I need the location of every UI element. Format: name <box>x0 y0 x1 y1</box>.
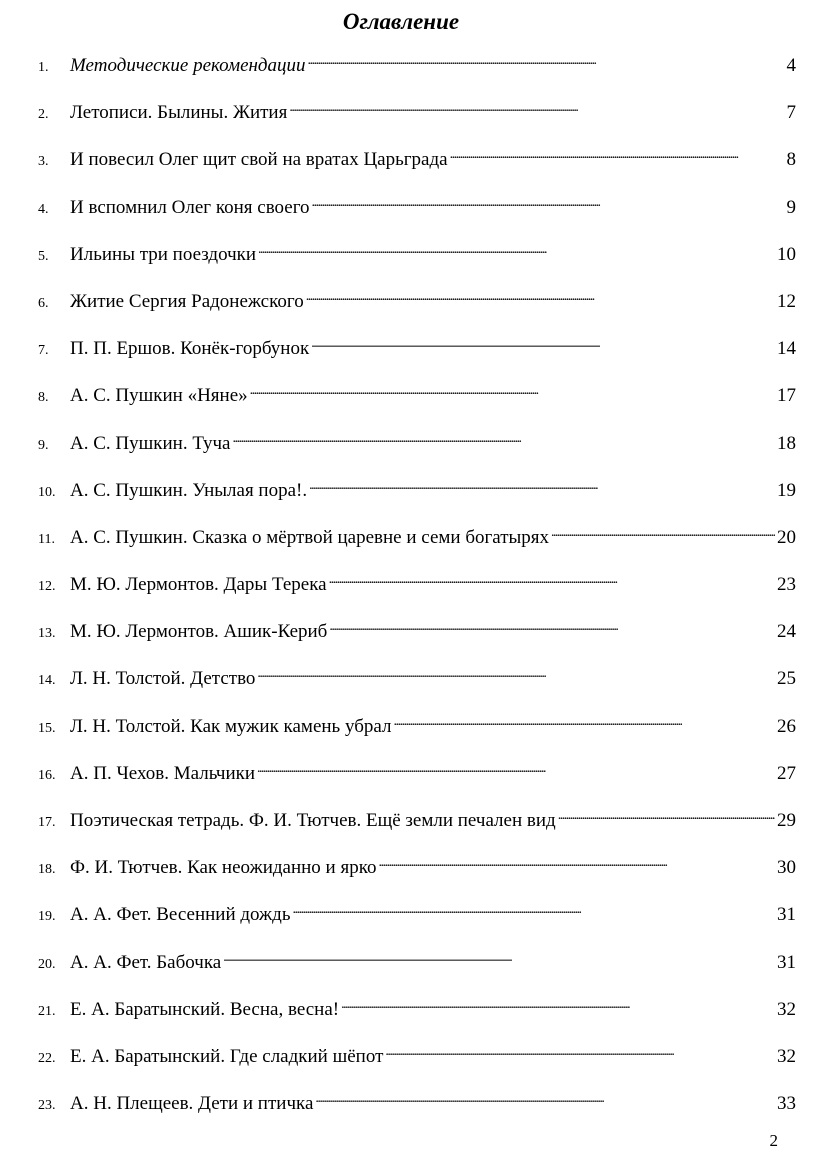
toc-entry-number: 13. <box>38 626 56 642</box>
toc-entry[interactable] <box>38 995 796 1042</box>
toc-entry-page: 30 <box>777 857 796 879</box>
toc-entry-page: 20 <box>777 526 796 548</box>
toc-entry-title: И вспомнил Олег коня своего <box>70 196 310 218</box>
toc-entry-number: 5. <box>38 248 49 264</box>
toc-entry-title: Ильины три поездочки <box>70 243 257 265</box>
toc-entry[interactable] <box>38 759 796 806</box>
toc-dot-leader <box>312 193 780 213</box>
toc-dot-leader <box>293 900 775 920</box>
toc-entry-title: Л. Н. Толстой. Детство <box>70 668 256 690</box>
toc-entry-title: Е. А. Баратынский. Весна, весна! <box>70 998 340 1020</box>
toc-entry-number: 8. <box>38 390 49 406</box>
toc-entry-number: 18. <box>38 862 56 878</box>
toc-dot-leader <box>315 1089 775 1109</box>
toc-dot-leader <box>257 759 775 779</box>
toc-dot-leader <box>311 334 775 354</box>
toc-entry-number: 12. <box>38 579 56 595</box>
toc-entry-title: А. С. Пушкин. Унылая пора!. <box>70 479 308 501</box>
toc-dot-leader <box>393 712 775 732</box>
toc-entry-page: 4 <box>786 55 796 76</box>
toc-dot-leader <box>232 429 775 449</box>
toc-entry-page: 19 <box>777 479 796 501</box>
toc-entry-page: 17 <box>777 385 796 407</box>
toc-entry[interactable] <box>38 1042 796 1089</box>
toc-entry-number: 21. <box>38 1003 56 1019</box>
toc-dot-leader <box>329 570 775 590</box>
toc-entry-page: 26 <box>777 715 796 737</box>
toc-entry-title: А. С. Пушкин. Сказка о мёртвой царевне и семи богатырях <box>70 526 550 548</box>
toc-entry-number: 1. <box>38 60 49 75</box>
toc-dot-leader <box>385 1042 775 1062</box>
toc-entry-title: Л. Н. Толстой. Как мужик камень убрал <box>70 715 392 737</box>
toc-entry[interactable] <box>38 948 796 995</box>
toc-entry-number: 15. <box>38 720 56 736</box>
toc-entry[interactable] <box>38 617 796 664</box>
toc-entry-title: А. А. Фет. Весенний дождь <box>70 904 291 926</box>
toc-entry-number: 7. <box>38 343 49 359</box>
toc-entry-title: М. Ю. Лермонтов. Дары Терека <box>70 574 327 596</box>
toc-entry-page: 31 <box>777 951 796 973</box>
toc-entry-number: 22. <box>38 1050 56 1066</box>
toc-entry-number: 4. <box>38 201 49 217</box>
toc-entry-number: 16. <box>38 767 56 783</box>
toc-entry-number: 9. <box>38 437 49 453</box>
toc-entry-title: Летописи. Былины. Жития <box>70 102 288 124</box>
toc-entry[interactable] <box>38 900 796 947</box>
toc-entry-number: 3. <box>38 154 49 170</box>
toc-entry-number: 17. <box>38 815 56 830</box>
toc-dot-leader <box>329 617 775 637</box>
toc-entry-page: 9 <box>786 196 796 218</box>
toc-entry[interactable] <box>38 476 796 523</box>
page-title: Оглавление <box>342 9 460 34</box>
toc-dot-leader <box>309 476 775 496</box>
toc-entry-page: 29 <box>777 810 796 831</box>
toc-entry-title: Житие Сергия Радонежского <box>70 290 304 312</box>
toc-entry[interactable] <box>38 806 796 853</box>
toc-entry-number: 23. <box>38 1098 56 1114</box>
toc-entry-title: Ф. И. Тютчев. Как неожиданно и ярко <box>70 857 377 879</box>
toc-entry-page: 14 <box>777 338 796 360</box>
toc-entry[interactable] <box>38 523 796 570</box>
toc-entry-title: А. П. Чехов. Мальчики <box>70 762 256 784</box>
toc-entry[interactable] <box>38 664 796 711</box>
toc-entry-page: 24 <box>777 621 796 643</box>
toc-dot-leader <box>378 853 775 873</box>
toc-entry-page: 23 <box>777 574 796 596</box>
toc-entry-page: 31 <box>777 904 796 926</box>
table-of-contents <box>38 51 796 1136</box>
toc-entry-number: 20. <box>38 956 56 972</box>
toc-entry[interactable] <box>38 381 796 428</box>
toc-dot-leader <box>450 145 780 165</box>
toc-entry[interactable] <box>38 51 796 98</box>
toc-entry-title: И повесил Олег щит свой на вратах Царьграда <box>70 149 448 171</box>
toc-entry-title: А. Н. Плещеев. Дети и птичка <box>70 1093 314 1115</box>
toc-entry[interactable] <box>38 712 796 759</box>
toc-entry-page: 12 <box>777 290 796 312</box>
toc-entry-number: 14. <box>38 673 56 689</box>
toc-entry[interactable] <box>38 240 796 287</box>
toc-entry-page: 18 <box>777 432 796 454</box>
toc-entry-page: 7 <box>786 102 796 124</box>
toc-dot-leader <box>223 948 775 968</box>
toc-entry-page: 32 <box>777 1045 796 1067</box>
toc-entry[interactable] <box>38 145 796 192</box>
toc-entry-title: П. П. Ершов. Конёк-горбунок <box>70 338 310 360</box>
toc-entry[interactable] <box>38 98 796 145</box>
toc-entry-title: А. А. Фет. Бабочка <box>70 951 222 973</box>
toc-dot-leader <box>289 98 780 118</box>
toc-dot-leader <box>551 523 775 543</box>
toc-entry-number: 19. <box>38 909 56 925</box>
toc-entry-page: 8 <box>786 149 796 171</box>
toc-entry-number: 6. <box>38 295 49 311</box>
toc-entry-title: Поэтическая тетрадь. Ф. И. Тютчев. Ещё земли печален вид <box>70 810 556 831</box>
toc-entry-title: А. С. Пушкин. Туча <box>70 432 231 454</box>
toc-entry-page: 10 <box>777 243 796 265</box>
toc-dot-leader <box>258 240 775 260</box>
toc-entry-title: Е. А. Баратынский. Где сладкий шёпот <box>70 1045 384 1067</box>
toc-entry-page: 33 <box>777 1093 796 1115</box>
toc-entry[interactable] <box>38 193 796 240</box>
toc-entry[interactable] <box>38 429 796 476</box>
toc-entry-page: 32 <box>777 998 796 1020</box>
toc-dot-leader <box>308 51 780 71</box>
toc-entry-number: 2. <box>38 107 49 123</box>
toc-entry-page: 25 <box>777 668 796 690</box>
toc-dot-leader <box>250 381 775 401</box>
toc-entry-number: 11. <box>38 531 55 547</box>
toc-entry[interactable] <box>38 853 796 900</box>
toc-entry-title: Методические рекомендации <box>70 55 306 76</box>
toc-entry[interactable] <box>38 287 796 334</box>
toc-dot-leader <box>306 287 775 307</box>
toc-entry[interactable] <box>38 1089 796 1136</box>
page-number: 2 <box>769 1131 778 1150</box>
toc-entry-title: М. Ю. Лермонтов. Ашик-Кериб <box>70 621 328 643</box>
toc-dot-leader <box>257 664 775 684</box>
toc-entry[interactable] <box>38 570 796 617</box>
toc-entry-title: А. С. Пушкин «Няне» <box>70 385 248 407</box>
toc-entry-number: 10. <box>38 484 56 500</box>
toc-entry[interactable] <box>38 334 796 381</box>
toc-entry-page: 27 <box>777 762 796 784</box>
toc-dot-leader <box>341 995 775 1015</box>
toc-dot-leader <box>558 806 775 826</box>
